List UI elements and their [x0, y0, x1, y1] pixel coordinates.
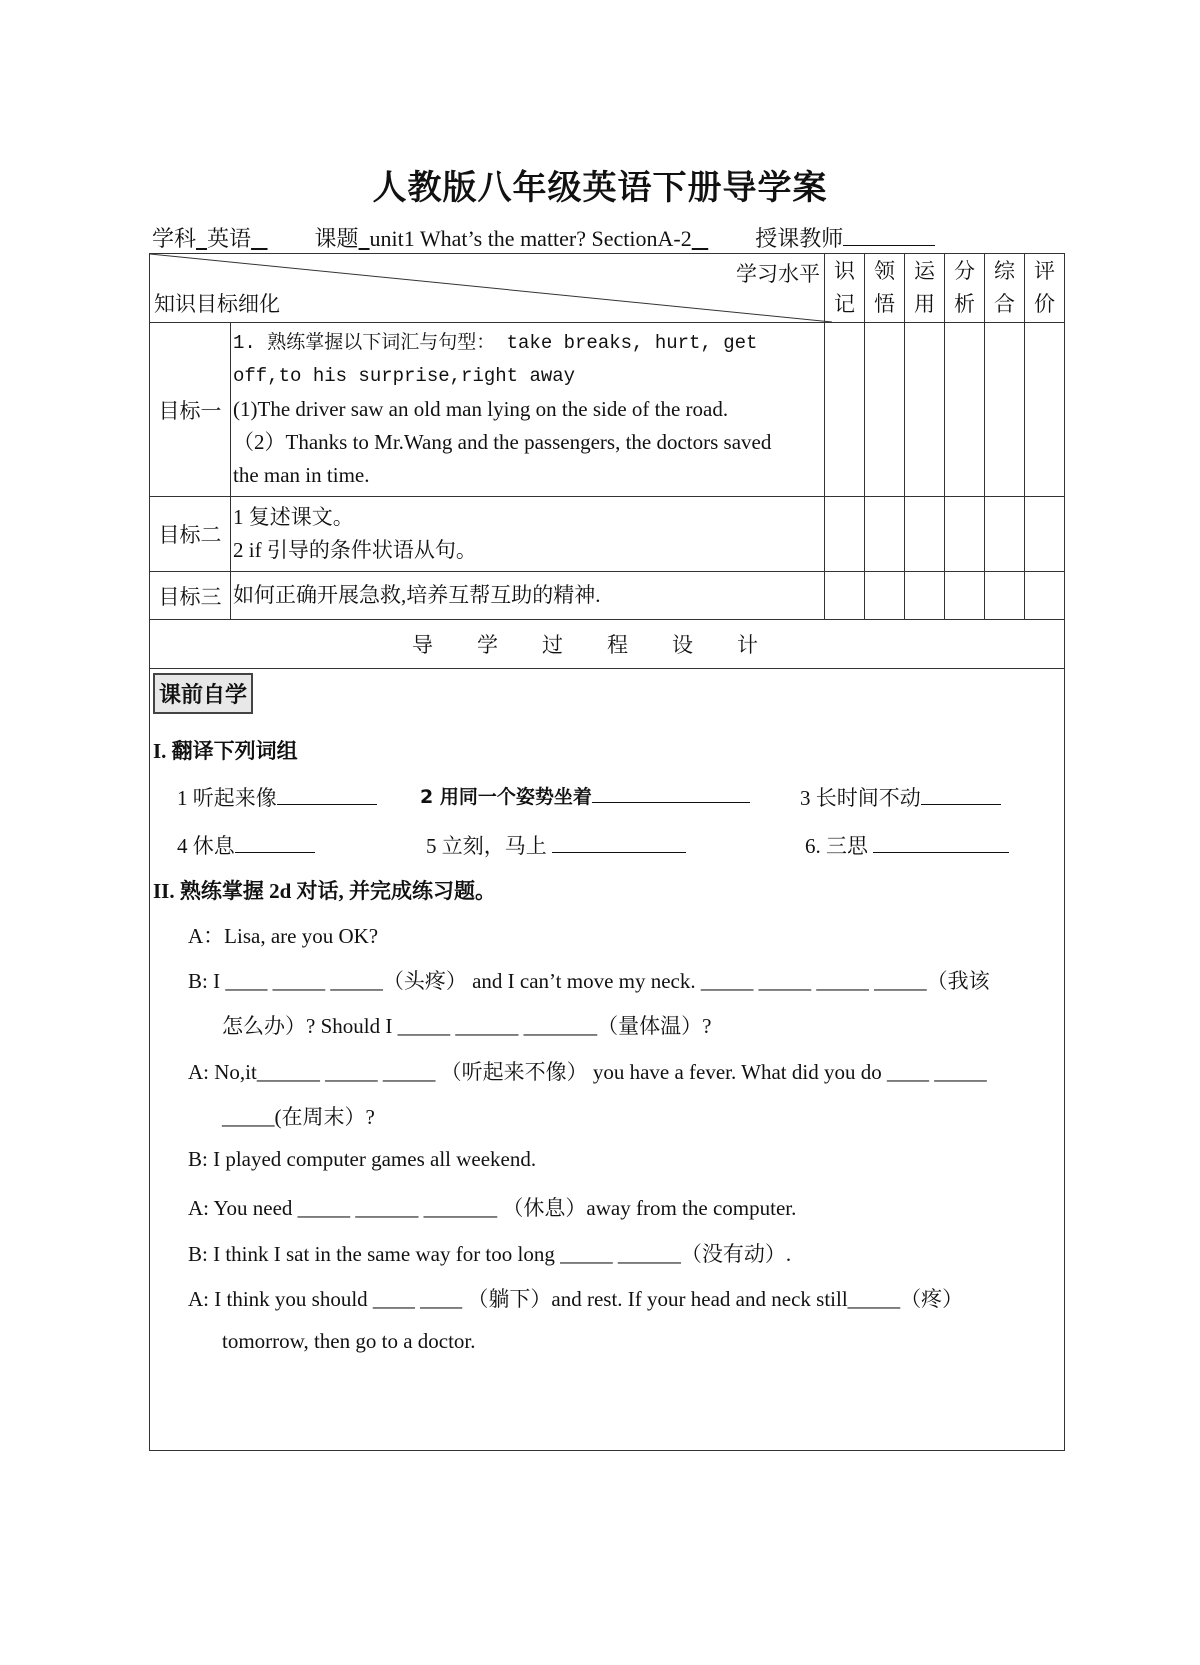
goal-line: off,to his surprise,right away: [233, 365, 576, 387]
level-cell: [945, 572, 985, 620]
level-cell: [905, 323, 945, 497]
phrase-item: 1 听起来像: [177, 782, 377, 812]
goal-body: [231, 497, 825, 572]
part1-heading: I. 翻译下列词组: [153, 739, 298, 763]
level-column-5: 评 价: [1025, 254, 1065, 323]
level-cell: [985, 323, 1025, 497]
level-cell: [865, 323, 905, 497]
level-column-4: 综 合: [985, 254, 1025, 323]
dialogue-line: tomorrow, then go to a doctor.: [222, 1329, 476, 1353]
phrase-item: 2 用同一个姿势坐着: [420, 782, 750, 809]
level-column-1: 领 悟: [865, 254, 905, 323]
level-cell: [825, 497, 865, 572]
goal-line: (1)The driver saw an old man lying on the side of the road.: [233, 397, 729, 421]
goal-label: 目标一: [150, 323, 231, 497]
header-level-label: 学习水平: [736, 262, 820, 286]
topic-label: 课题: [314, 226, 359, 251]
level-cell: [945, 497, 985, 572]
lesson-meta: [152, 222, 935, 253]
level-cell: [1025, 323, 1065, 497]
level-cell: [985, 572, 1025, 620]
dialogue-line: A: You need _____ ______ _______ （休息）away from the computer.: [188, 1196, 797, 1220]
phrase-item: 6. 三思: [805, 830, 1009, 860]
goal-line: 2 if 引导的条件状语从句。: [233, 538, 477, 562]
subject-value: 英语: [207, 226, 252, 251]
goal-body: [231, 323, 825, 497]
phrase-item: 5 立刻，马上: [426, 830, 686, 860]
level-cell: [825, 572, 865, 620]
level-column-2: 运 用: [905, 254, 945, 323]
header-goal-label: 知识目标细化: [154, 292, 280, 316]
goal-line: 1. 熟练掌握以下词汇与句型： take breaks, hurt, get: [233, 332, 758, 354]
dialogue-line: _____(在周末）?: [222, 1105, 375, 1129]
dialogue-line: B: I think I sat in the same way for too long _____ ______（没有动）.: [188, 1242, 792, 1266]
goal-line: the man in time.: [233, 463, 370, 487]
goal-line: 1 复述课文。: [233, 505, 354, 529]
level-cell: [865, 497, 905, 572]
level-cell: [985, 497, 1025, 572]
document-title: 人教版八年级英语下册导学案: [372, 170, 828, 207]
level-column-0: 识 记: [825, 254, 865, 323]
goal-body: [231, 572, 825, 620]
teacher-blank: [843, 227, 935, 246]
level-cell: [1025, 572, 1065, 620]
level-cell: [1025, 497, 1065, 572]
goal-label: 目标二: [150, 497, 231, 572]
goal-label: 目标三: [150, 572, 231, 620]
level-cell: [865, 572, 905, 620]
section-tag: 课前自学: [153, 673, 253, 714]
level-cell: [825, 323, 865, 497]
part2-heading: II. 熟练掌握 2d 对话, 并完成练习题。: [153, 879, 497, 903]
process-title: 导学过程设计: [150, 620, 1065, 669]
level-cell: [905, 572, 945, 620]
phrase-item: 3 长时间不动: [800, 782, 1001, 812]
goals-table: [149, 253, 1065, 669]
phrase-item: 4 休息: [177, 830, 315, 860]
dialogue-line: 怎么办）? Should I _____ ______ _______（量体温）?: [222, 1014, 712, 1038]
subject-label: 学科: [152, 226, 197, 251]
dialogue-line: A：Lisa, are you OK?: [188, 924, 379, 948]
dialogue-line: A: I think you should ____ ____ （躺下）and rest. If your head and neck still_____（疼）: [188, 1287, 964, 1311]
topic-value: unit1 What’s the matter? SectionA-2: [369, 226, 692, 251]
level-cell: [905, 497, 945, 572]
level-cell: [945, 323, 985, 497]
goal-line: （2）Thanks to Mr.Wang and the passengers, the doctors saved: [233, 430, 772, 454]
goal-line: 如何正确开展急救,培养互帮互助的精神.: [233, 583, 601, 607]
dialogue-line: B: I ____ _____ _____（头疼） and I can’t move my neck. _____ _____ _____ _____（我该: [188, 969, 990, 993]
level-column-3: 分 析: [945, 254, 985, 323]
teacher-label: 授课教师: [755, 226, 844, 251]
diagonal-header: [150, 254, 825, 323]
dialogue-line: A: No,it______ _____ _____ （听起来不像） you have a fever. What did you do ____ _____: [188, 1060, 987, 1084]
dialogue-line: B: I played computer games all weekend.: [188, 1147, 537, 1171]
